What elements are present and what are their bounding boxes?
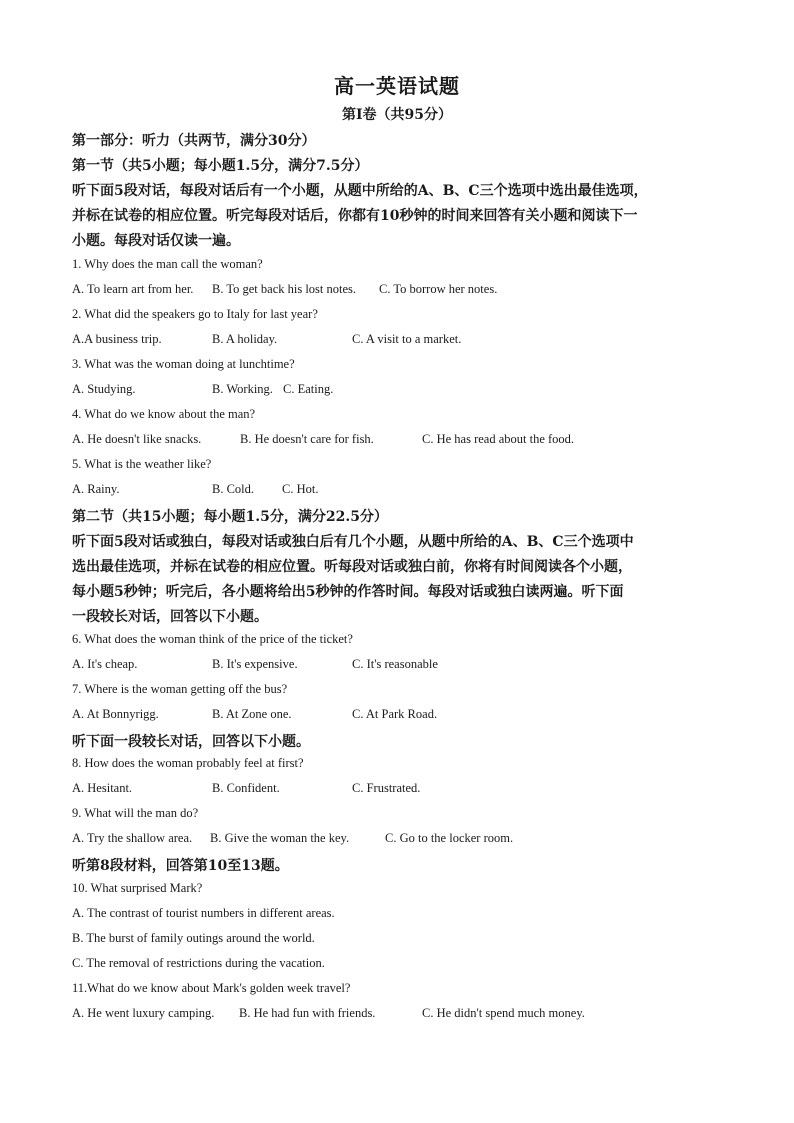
q8-option-a: A. Hesitant. bbox=[72, 781, 133, 795]
question-2: 2. What did the speakers go to Italy for last year? bbox=[72, 307, 318, 321]
section1-heading: 第一节（共5小题；每小题1.5分，满分7.5分） bbox=[72, 158, 369, 174]
section2-instruction-line: 一段较长对话，回答以下小题。 bbox=[72, 609, 268, 625]
long-dialogue-intro: 听下面一段较长对话，回答以下小题。 bbox=[72, 734, 310, 750]
question-5: 5. What is the weather like? bbox=[72, 457, 212, 471]
q9-option-b: B. Give the woman the key. bbox=[210, 831, 350, 845]
q1-option-a: A. To learn art from her. bbox=[72, 282, 194, 296]
question-1: 1. Why does the man call the woman? bbox=[72, 257, 263, 271]
q8-option-b: B. Confident. bbox=[212, 781, 280, 795]
question-4: 4. What do we know about the man? bbox=[72, 407, 256, 421]
q6-option-c: C. It's reasonable bbox=[352, 657, 438, 671]
q10-option-c: C. The removal of restrictions during the vacation. bbox=[72, 956, 325, 970]
question-9: 9. What will the man do? bbox=[72, 806, 199, 820]
q2-option-c: C. A visit to a market. bbox=[352, 332, 462, 346]
q4-option-a: A. He doesn't like snacks. bbox=[72, 432, 202, 446]
section1-instruction-line: 小题。每段对话仅读一遍。 bbox=[72, 233, 240, 249]
q6-option-b: B. It's expensive. bbox=[212, 657, 298, 671]
q6-option-a: A. It's cheap. bbox=[72, 657, 138, 671]
q5-option-c: C. Hot. bbox=[282, 482, 319, 496]
q2-option-a: A.A business trip. bbox=[72, 332, 162, 346]
q5-option-b: B. Cold. bbox=[212, 482, 255, 496]
exam-title: 高一英语试题 bbox=[334, 74, 460, 98]
q3-option-c: C. Eating. bbox=[283, 382, 334, 396]
q7-option-a: A. At Bonnyrigg. bbox=[72, 707, 159, 721]
section2-instruction-line: 听下面5段对话或独白，每段对话或独白后有几个小题，从题中所给的A、B、C三个选项中 bbox=[72, 534, 634, 550]
q3-option-a: A. Studying. bbox=[72, 382, 136, 396]
q1-option-c: C. To borrow her notes. bbox=[379, 282, 498, 296]
section1-instruction-line: 并标在试卷的相应位置。听完每段对话后，你都有10秒钟的时间来回答有关小题和阅读下一 bbox=[72, 208, 638, 224]
question-10: 10. What surprised Mark? bbox=[72, 881, 203, 895]
question-7: 7. Where is the woman getting off the bus? bbox=[72, 682, 288, 696]
q3-option-b: B. Working. bbox=[212, 382, 273, 396]
material-8-intro: 听第8段材料，回答第10至13题。 bbox=[72, 858, 289, 874]
section2-instruction-line: 每小题5秒钟；听完后，各小题将给出5秒钟的作答时间。每段对话或独白读两遍。听下面 bbox=[72, 584, 624, 600]
q11-option-b: B. He had fun with friends. bbox=[239, 1006, 376, 1020]
section2-instruction-line: 选出最佳选项，并标在试卷的相应位置。听每段对话或独白前，你将有时间阅读各个小题， bbox=[72, 559, 632, 575]
q2-option-b: B. A holiday. bbox=[212, 332, 278, 346]
question-3: 3. What was the woman doing at lunchtime? bbox=[72, 357, 295, 371]
question-8: 8. How does the woman probably feel at first? bbox=[72, 756, 304, 770]
q8-option-c: C. Frustrated. bbox=[352, 781, 421, 795]
part1-heading: 第一部分：听力（共两节，满分30分） bbox=[72, 133, 316, 149]
q10-option-b: B. The burst of family outings around the world. bbox=[72, 931, 315, 945]
question-6: 6. What does the woman think of the price of the ticket? bbox=[72, 632, 353, 646]
q1-option-b: B. To get back his lost notes. bbox=[212, 282, 357, 296]
section1-instruction-line: 听下面5段对话，每段对话后有一个小题，从题中所给的A、B、C三个选项中选出最佳选项， bbox=[72, 183, 648, 199]
q5-option-a: A. Rainy. bbox=[72, 482, 120, 496]
q4-option-b: B. He doesn't care for fish. bbox=[240, 432, 374, 446]
q9-option-c: C. Go to the locker room. bbox=[385, 831, 514, 845]
q4-option-c: C. He has read about the food. bbox=[422, 432, 575, 446]
q10-option-a: A. The contrast of tourist numbers in different areas. bbox=[72, 906, 335, 920]
volume-subtitle: 第Ⅰ卷（共95分） bbox=[341, 107, 453, 123]
q7-option-c: C. At Park Road. bbox=[352, 707, 438, 721]
q11-option-a: A. He went luxury camping. bbox=[72, 1006, 215, 1020]
question-11: 11.What do we know about Mark's golden week travel? bbox=[72, 981, 351, 995]
q7-option-b: B. At Zone one. bbox=[212, 707, 292, 721]
section2-heading: 第二节（共15小题；每小题1.5分，满分22.5分） bbox=[72, 509, 388, 525]
q9-option-a: A. Try the shallow area. bbox=[72, 831, 193, 845]
q11-option-c: C. He didn't spend much money. bbox=[422, 1006, 585, 1020]
